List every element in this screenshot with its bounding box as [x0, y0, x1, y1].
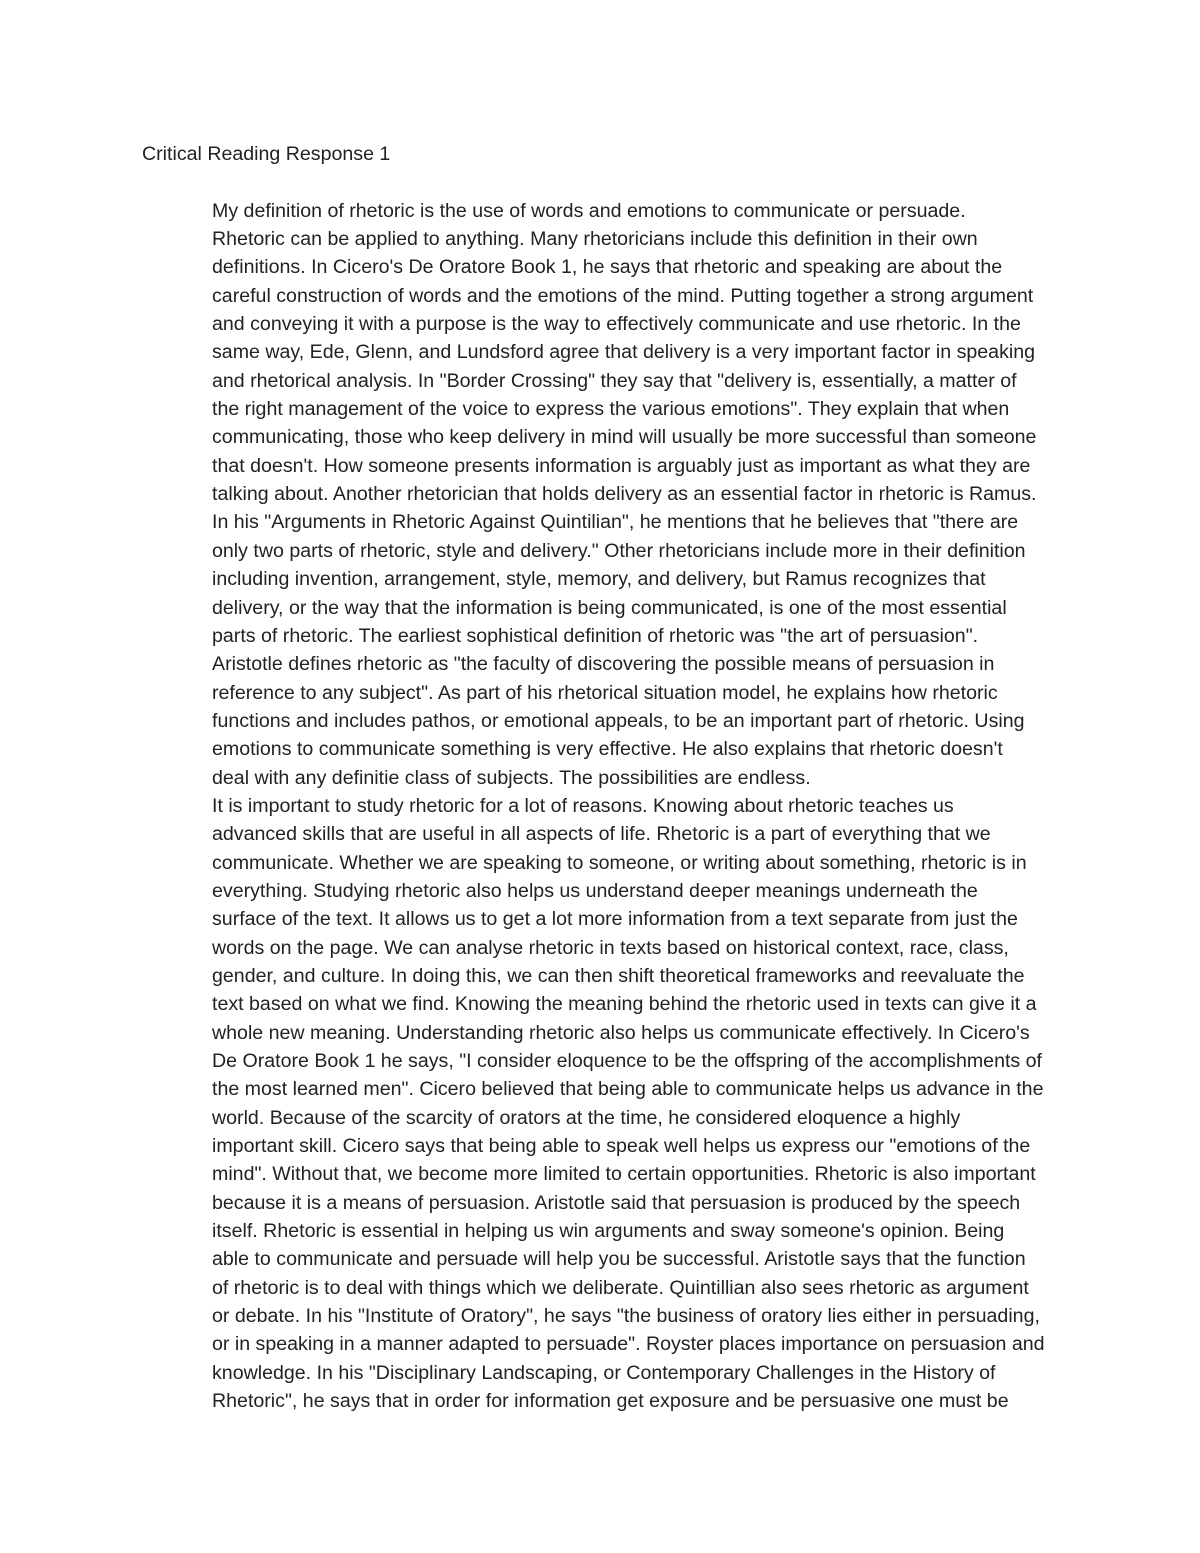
text-line: Rhetoric", he says that in order for information get exposure and be persuasive one must be [212, 1390, 1009, 1413]
text-line: same way, Ede, Glenn, and Lundsford agree that delivery is a very important factor in speaking [212, 341, 1036, 364]
text-line: Aristotle defines rhetoric as "the faculty of discovering the possible means of persuasion in [212, 653, 995, 676]
text-line: that doesn't. How someone presents information is arguably just as important as what they are [212, 454, 1031, 477]
paragraphs-container [142, 197, 1072, 1416]
text-line: emotions to communicate something is very effective. He also explains that rhetoric doesn't [212, 738, 1003, 761]
text-line: communicate. Whether we are speaking to someone, or writing about something, rhetoric is in [212, 851, 1027, 874]
text-line: of rhetoric is to deal with things which we deliberate. Quintillian also sees rhetoric as argument [212, 1276, 1029, 1299]
text-line: because it is a means of persuasion. Aristotle said that persuasion is produced by the speech [212, 1191, 1021, 1214]
text-line: talking about. Another rhetorician that holds delivery as an essential factor in rhetoric is Ramus. [212, 483, 1037, 506]
body-paragraph [142, 197, 1072, 792]
text-line: important skill. Cicero says that being able to speak well helps us express our "emotions of the [212, 1135, 1031, 1158]
text-line: and rhetorical analysis. In "Border Crossing" they say that "delivery is, essentially, a matter of [212, 369, 1017, 392]
text-line: able to communicate and persuade will help you be successful. Aristotle says that the function [212, 1248, 1026, 1271]
text-line: De Oratore Book 1 he says, "I consider eloquence to be the offspring of the accomplishments of [212, 1050, 1042, 1072]
document-body [142, 140, 1072, 1415]
text-line: My definition of rhetoric is the use of words and emotions to communicate or persuade. [212, 199, 966, 222]
text-line: itself. Rhetoric is essential in helping us win arguments and sway someone's opinion. Being [212, 1220, 1005, 1243]
text-line: knowledge. In his "Disciplinary Landscaping, or Contemporary Challenges in the History of [212, 1361, 996, 1384]
text-line: gender, and culture. In doing this, we can then shift theoretical frameworks and reevaluate the [212, 964, 1025, 987]
text-line: and conveying it with a purpose is the way to effectively communicate and use rhetoric. In the [212, 313, 1021, 336]
text-line: world. Because of the scarcity of orators at the time, he considered eloquence a highly [212, 1106, 961, 1129]
text-line: parts of rhetoric. The earliest sophistical definition of rhetoric was "the art of persuasion". [212, 624, 979, 647]
text-line: the most learned men". Cicero believed that being able to communicate helps us advance in the [212, 1078, 1044, 1101]
text-line: deal with any definitie class of subjects. The possibilities are endless. [212, 766, 811, 789]
text-line: surface of the text. It allows us to get a lot more information from a text separate from just the [212, 908, 1018, 931]
text-line: Rhetoric can be applied to anything. Many rhetoricians include this definition in their own [212, 228, 978, 251]
text-line: functions and includes pathos, or emotional appeals, to be an important part of rhetoric. Using [212, 709, 1025, 732]
text-line: delivery, or the way that the information is being communicated, is one of the most essential [212, 596, 1007, 619]
text-line: advanced skills that are useful in all aspects of life. Rhetoric is a part of everything that we [212, 823, 991, 846]
text-line: text based on what we find. Knowing the meaning behind the rhetoric used in texts can give it a [212, 993, 1037, 1016]
body-paragraph [142, 792, 1072, 1416]
text-line: mind". Without that, we become more limited to certain opportunities. Rhetoric is also important [212, 1163, 1036, 1186]
text-line: In his "Arguments in Rhetoric Against Quintilian", he mentions that he believes that "there are [212, 511, 1019, 534]
text-line: words on the page. We can analyse rhetoric in texts based on historical context, race, class, [212, 936, 1009, 959]
text-line: the right management of the voice to express the various emotions". They explain that when [212, 398, 1010, 421]
text-line: whole new meaning. Understanding rhetoric also helps us communicate effectively. In Cicero's [212, 1021, 1030, 1044]
text-line: everything. Studying rhetoric also helps us understand deeper meanings underneath the [212, 879, 978, 902]
text-line: definitions. In Cicero's De Oratore Book 1, he says that rhetoric and speaking are about the [212, 256, 1003, 279]
text-line: or in speaking in a manner adapted to persuade". Royster places importance on persuasion and [212, 1333, 1045, 1356]
text-line: only two parts of rhetoric, style and delivery." Other rhetoricians include more in their definition [212, 539, 1026, 562]
text-line: It is important to study rhetoric for a lot of reasons. Knowing about rhetoric teaches us [212, 794, 954, 817]
text-line: or debate. In his "Institute of Oratory", he says "the business of oratory lies either in persuading, [212, 1305, 1040, 1328]
text-line: communicating, those who keep delivery in mind will usually be more successful than someone [212, 426, 1037, 449]
document-title: Critical Reading Response 1 [142, 143, 391, 165]
text-line: careful construction of words and the emotions of the mind. Putting together a strong argument [212, 284, 1034, 307]
text-line: including invention, arrangement, style, memory, and delivery, but Ramus recognizes that [212, 568, 986, 591]
text-line: reference to any subject". As part of his rhetorical situation model, he explains how rhetoric [212, 681, 998, 704]
